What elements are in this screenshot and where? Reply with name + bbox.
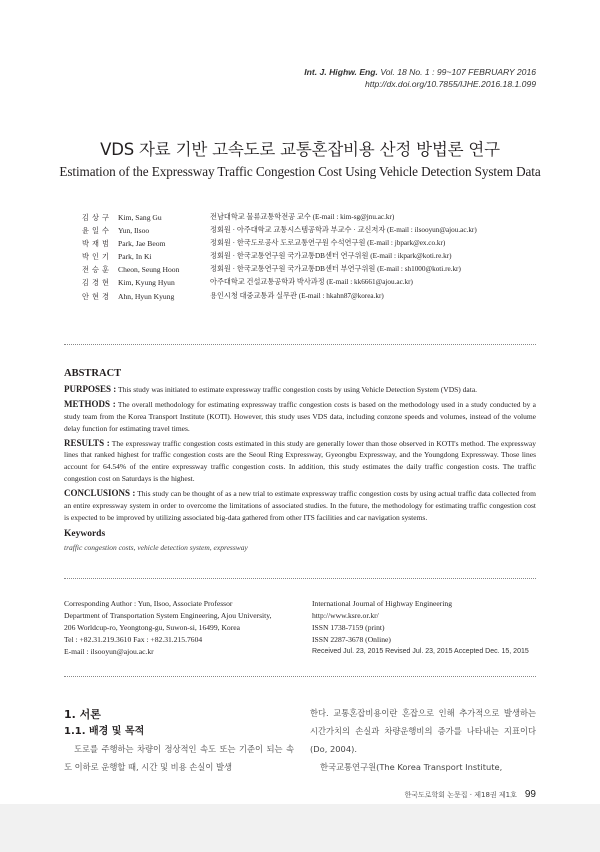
abstract-section bbox=[64, 368, 536, 557]
journal-citation bbox=[304, 66, 536, 78]
subsection-heading: 1.1. 배경 및 목적 bbox=[64, 726, 145, 737]
methods-label: METHODS : bbox=[64, 398, 116, 409]
corr-line: 206 Worldcup-ro, Yeongtong-gu, Suwon-si, 16499, Korea bbox=[64, 622, 241, 632]
volume-info: Vol. 18 No. 1 : 99~107 FEBRUARY 2016 bbox=[380, 67, 536, 77]
body-column-right bbox=[310, 704, 536, 776]
keywords-heading: Keywords bbox=[64, 528, 106, 539]
results-text: The expressway traffic congestion costs estimated in this study are generally lower than those observed in KOTI's method. The expressway lines that ranked highest for traffic congestion costs are the Seoul Ring Expressway, Gyeongbu Expressway, and the Youngdong Expressway. Those lines account for 64.54% of the entire expressway traffic congestion costs. In addition, this study estimates the daily traffic congestion costs. The traffic congestion cost on Saturdays is the highest. bbox=[64, 438, 536, 484]
author-row bbox=[82, 276, 477, 289]
conclusions-text: This study can be thought of as a new trial to estimate expressway traffic congestion costs by using actual traffic data collected from an entire expressway system in order to overcome the limitations of associated studies. In the future, the methodology for estimating traffic congestion cost is expected to be improved by utilizing associated big-data gathered from other ITS facilities and car navigation systems. bbox=[64, 489, 536, 522]
journal-url[interactable]: http://www.ksre.or.kr/ bbox=[312, 610, 379, 620]
journal-info-block bbox=[312, 598, 552, 658]
abstract-purposes bbox=[64, 384, 536, 396]
corr-line: Corresponding Author : Yun, Ilsoo, Associate Professor bbox=[64, 599, 233, 608]
author-name-en: Yun, Ilsoo bbox=[118, 226, 150, 236]
author-name-ko: 전 승 훈 bbox=[82, 265, 110, 275]
journal-name: Int. J. Highw. Eng. bbox=[304, 67, 378, 77]
corr-line: Department of Transportation System Engineering, Ajou University, bbox=[64, 610, 272, 620]
body-paragraph: 한국교통연구원(The Korea Transport Institute, bbox=[320, 762, 503, 772]
author-affiliation: 전남대학교 물류교통학전공 교수 (E-mail : kim-sg@jnu.ac.kr) bbox=[210, 213, 395, 221]
author-row bbox=[82, 250, 477, 263]
journal-info-line: International Journal of Highway Engineering bbox=[312, 599, 453, 608]
divider bbox=[64, 344, 536, 345]
journal-info-line: ISSN 1738-7159 (print) bbox=[312, 622, 385, 632]
abstract-results bbox=[64, 438, 536, 486]
keywords-text: traffic congestion costs, vehicle detection system, expressway bbox=[64, 542, 248, 552]
author-affiliation: 아주대학교 건설교통공학과 박사과정 (E-mail : kk6661@ajou.ac.kr) bbox=[210, 278, 413, 287]
body-paragraph: 도로를 주행하는 차량이 정상적인 속도 또는 기준이 되는 속도 이하로 운행할 때, 시간 및 비용 손실이 발생 bbox=[64, 744, 294, 772]
journal-header bbox=[304, 66, 536, 90]
received-dates: Received Jul. 23, 2015 Revised Jul. 23, 2015 Accepted Dec. 15, 2015 bbox=[312, 647, 529, 655]
author-name-en: Kim, Kyung Hyun bbox=[118, 278, 175, 288]
doi-link[interactable]: http://dx.doi.org/10.7855/IJHE.2016.18.1.099 bbox=[364, 79, 536, 89]
footer-band bbox=[0, 804, 600, 852]
author-name-ko: 김 상 구 bbox=[82, 213, 110, 222]
author-name-en: Kim, Sang Gu bbox=[118, 213, 162, 222]
corr-email[interactable]: E-mail : ilsooyun@ajou.ac.kr bbox=[64, 646, 154, 656]
journal-info-line: ISSN 2287-3678 (Online) bbox=[312, 634, 391, 644]
abstract-heading: ABSTRACT bbox=[64, 368, 122, 379]
abstract-conclusions bbox=[64, 488, 536, 524]
author-row bbox=[82, 237, 477, 250]
author-name-ko: 박 재 범 bbox=[82, 239, 110, 249]
methods-text: The overall methodology for estimating expressway traffic congestion costs is based on the methodology used in a study conducted by a study team from the Korea Transport Institute (KOTI). However, this study uses VDS data, including conzone speeds and volumes, instead of the volume delay function for estimating travel times. bbox=[64, 399, 536, 433]
author-name-en: Cheon, Seung Hoon bbox=[118, 265, 180, 275]
footer-journal: 한국도로학회 논문집 · 제18권 제1호 bbox=[404, 791, 517, 799]
author-name-en: Ahn, Hyun Kyung bbox=[118, 291, 175, 301]
author-name-ko: 박 인 기 bbox=[82, 252, 110, 262]
results-label: RESULTS : bbox=[64, 437, 110, 448]
section-heading: 1. 서론 bbox=[64, 708, 101, 721]
page-footer bbox=[404, 789, 536, 800]
author-affiliation: 용인시청 대중교통과 실무관 (E-mail : hkahn87@korea.kr) bbox=[210, 291, 384, 300]
author-row bbox=[82, 211, 477, 224]
title-english: Estimation of the Expressway Traffic Congestion Cost Using Vehicle Detection System Data bbox=[59, 164, 541, 179]
purposes-text: This study was initiated to estimate expressway traffic congestion costs by using Vehicle Detection System (VDS) data. bbox=[118, 384, 478, 394]
body-column-left bbox=[64, 740, 294, 776]
author-row bbox=[82, 224, 477, 237]
title-korean: VDS 자료 기반 고속도로 교통혼잡비용 산정 방법론 연구 bbox=[100, 140, 500, 159]
author-affiliation: 정회원 · 한국교통연구원 국가교통DB센터 연구위원 (E-mail : ikpark@koti.re.kr) bbox=[210, 252, 452, 261]
conclusions-label: CONCLUSIONS : bbox=[64, 488, 136, 499]
author-row bbox=[82, 290, 477, 303]
author-affiliation: 정회원 · 한국도로공사 도로교통연구원 수석연구원 (E-mail : jbpark@ex.co.kr) bbox=[210, 239, 446, 248]
author-name-ko: 윤 일 수 bbox=[82, 226, 110, 236]
author-row bbox=[82, 263, 477, 276]
corresponding-author-block bbox=[64, 598, 304, 658]
author-name-ko: 안 현 경 bbox=[82, 291, 110, 301]
body-paragraph: 한다. 교통혼잡비용이란 혼잡으로 인해 추가적으로 발생하는 시간가치의 손실과 차량운행비의 증가를 나타내는 지표이다(Do, 2004). bbox=[310, 708, 536, 754]
corr-line: Tel : +82.31.219.3610 Fax : +82.31.215.7604 bbox=[64, 634, 203, 644]
divider bbox=[64, 578, 536, 579]
purposes-label: PURPOSES : bbox=[64, 383, 117, 394]
divider bbox=[64, 676, 536, 677]
author-list bbox=[82, 211, 477, 303]
page-number: 99 bbox=[524, 789, 536, 800]
author-name-ko: 김 경 현 bbox=[82, 278, 110, 288]
author-name-en: Park, In Ki bbox=[118, 252, 152, 262]
abstract-methods bbox=[64, 399, 536, 435]
author-affiliation: 정회원 · 한국교통연구원 국가교통DB센터 부연구위원 (E-mail : sh1000@koti.re.kr) bbox=[210, 265, 461, 274]
author-affiliation: 정회원 · 아주대학교 교통시스템공학과 부교수 · 교신저자 (E-mail : ilsooyun@ajou.ac.kr) bbox=[210, 226, 477, 235]
author-name-en: Park, Jae Beom bbox=[118, 239, 166, 249]
